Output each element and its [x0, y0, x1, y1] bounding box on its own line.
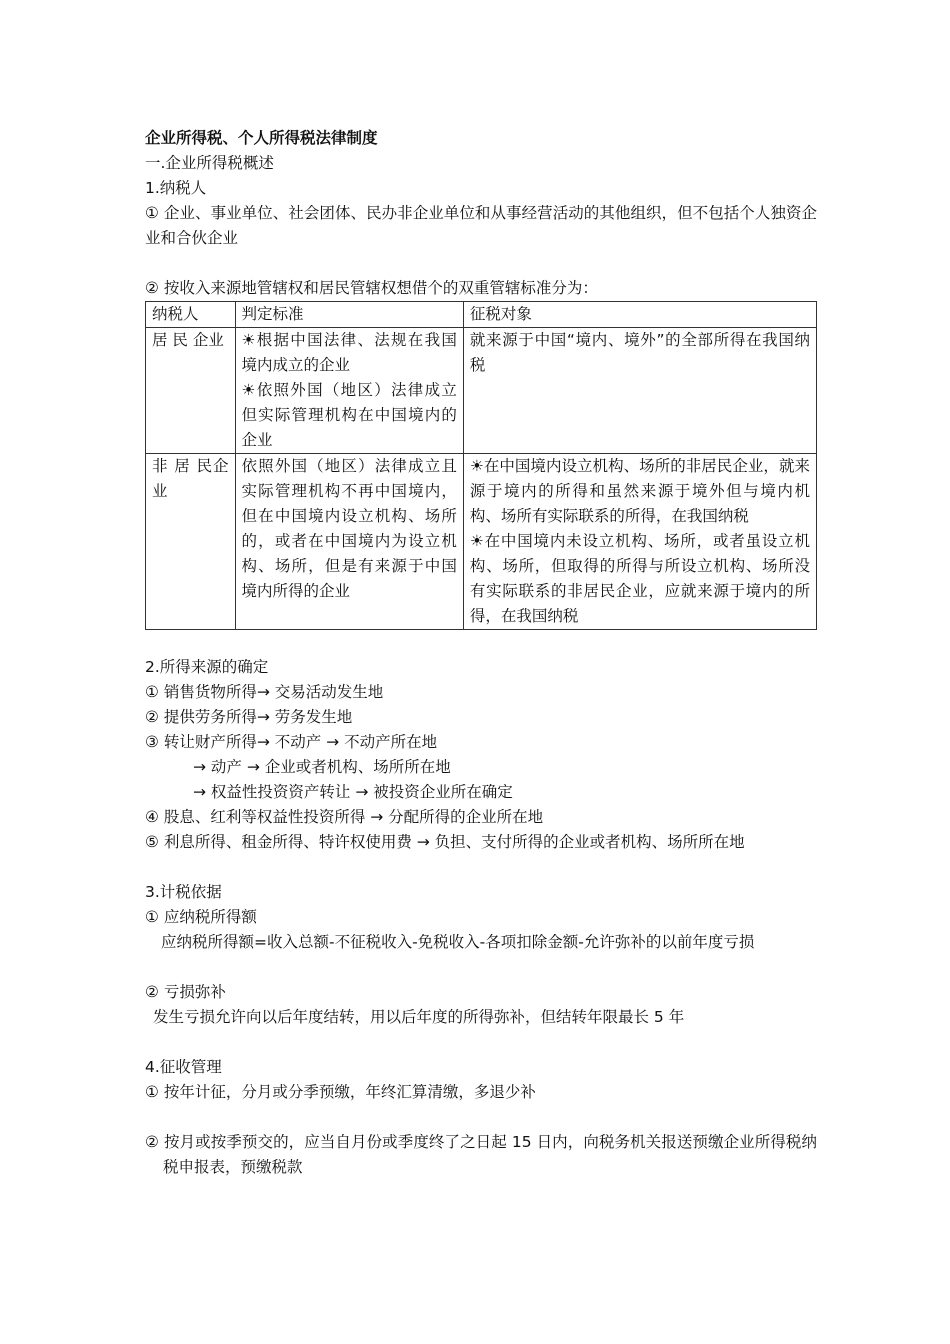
document-title: 企业所得税、个人所得税法律制度	[145, 129, 378, 147]
list-item: ① 应纳税所得额	[145, 908, 257, 926]
list-item: ② 亏损弥补	[145, 983, 226, 1001]
table-cell-object: ☀在中国境内未设立机构、场所，或者虽设立机构、场所，但取得的所得与所设立机构、场所没有实际联系的非居民企业，应就来源于境内的所得，在我国纳税	[469, 532, 810, 625]
table-cell-criteria: 依照外国（地区）法律成立且实际管理机构不再中国境内，但在中国境内设立机构、场所的，或者在中国境内为设立机构、场所，但是有来源于中国境内所得的企业	[241, 457, 457, 600]
table-header-cell: 判定标准	[235, 302, 463, 328]
table-row	[146, 328, 817, 454]
table-cell-object: ☀在中国境内设立机构、场所的非居民企业，就来源于境内的所得和虽然来源于境外但与境内机构、场所有实际联系的所得，在我国纳税	[469, 457, 810, 525]
table-row	[146, 454, 817, 630]
table-cell-type: 居 民 企业	[146, 328, 236, 454]
list-item: ① 按年计征，分月或分季预缴，年终汇算清缴，多退少补	[145, 1083, 536, 1101]
table-cell-criteria: ☀依照外国（地区）法律成立但实际管理机构在中国境内的企业	[241, 381, 457, 449]
list-item: ⑤ 利息所得、租金所得、特许权使用费 → 负担、支付所得的企业或者机构、场所所在地	[145, 833, 745, 851]
table-cell-type: 非 居 民企业	[146, 454, 236, 630]
table-header-cell: 征税对象	[463, 302, 816, 328]
table-header-row	[146, 302, 817, 328]
list-item: ① 销售货物所得→ 交易活动发生地	[145, 683, 384, 701]
formula-text: 应纳税所得额=收入总额-不征税收入-免税收入-各项扣除金额-允许弥补的以前年度亏损	[161, 933, 755, 951]
table-cell-criteria: ☀根据中国法律、法规在我国境内成立的企业	[241, 331, 457, 374]
list-item: ② 提供劳务所得→ 劳务发生地	[145, 708, 353, 726]
paragraph: 发生亏损允许向以后年度结转，用以后年度的所得弥补，但结转年限最长 5 年	[153, 1008, 685, 1026]
document-page	[145, 126, 817, 1180]
subsection-heading: 3.计税依据	[145, 883, 222, 901]
list-item: ② 按月或按季预交的，应当自月份或季度终了之日起 15 日内，向税务机关报送预缴企业所得税纳税申报表，预缴税款	[145, 1133, 817, 1176]
section-heading: 一.企业所得税概述	[145, 154, 274, 172]
subsection-heading: 2.所得来源的确定	[145, 658, 269, 676]
taxpayer-table	[145, 301, 817, 630]
subsection-heading: 1.纳税人	[145, 179, 207, 197]
table-header-cell: 纳税人	[146, 302, 236, 328]
list-item: → 动产 → 企业或者机构、场所所在地	[193, 758, 451, 776]
list-item: ③ 转让财产所得→ 不动产 → 不动产所在地	[145, 733, 438, 751]
table-cell-object: 就来源于中国“境内、境外”的全部所得在我国纳税	[469, 331, 810, 374]
paragraph: ① 企业、事业单位、社会团体、民办非企业单位和从事经营活动的其他组织，但不包括个人独资企业和合伙企业	[145, 204, 817, 247]
paragraph: ② 按收入来源地管辖权和居民管辖权想借个的双重管辖标准分为：	[145, 279, 598, 297]
subsection-heading: 4.征收管理	[145, 1058, 222, 1076]
list-item: ④ 股息、红利等权益性投资所得 → 分配所得的企业所在地	[145, 808, 544, 826]
list-item: → 权益性投资资产转让 → 被投资企业所在确定	[193, 783, 513, 801]
